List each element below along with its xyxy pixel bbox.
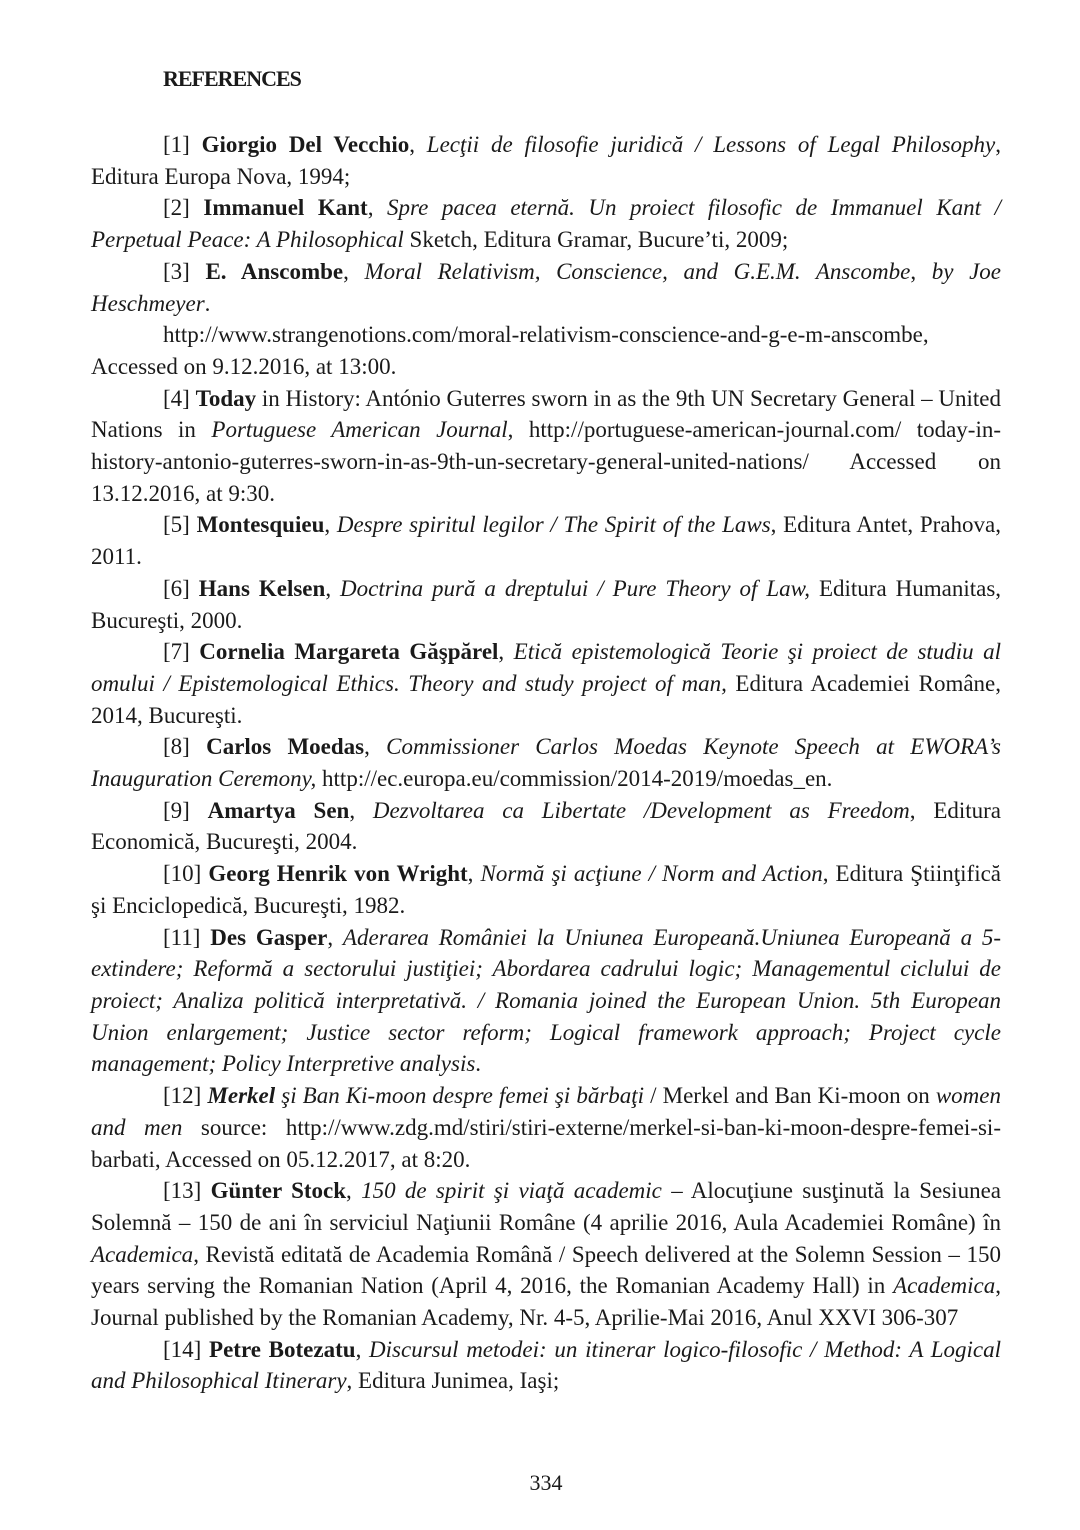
ref-title: Commissioner Carlos Moedas Keynote Speech at EWORA’s Inauguration Ceremony, [91, 734, 1002, 792]
ref-title: Despre spiritul legilor / The Spirit of the Laws [336, 512, 771, 538]
ref-title: Aderarea României la Uniunea Europeană.Uniunea Europeană a 5-extindere; Reformă a sectorului justiţiei; Abordarea cadrului logic; Managementul ciclului de proiect; Analiza politică interpretativă. / Romania joined the European Union. 5th European Union enlargement; Justice sector reform; Logical framework approach; Project cycle management; Policy Interpretive analysis [91, 924, 1002, 1077]
ref-title: Normă şi acţiune / Norm and Action [480, 861, 823, 887]
page-number: 334 [529, 1470, 563, 1495]
ref-number: [4] [163, 385, 190, 411]
ref-number: [9] [163, 797, 190, 823]
document-page [91, 0, 1001, 1530]
ref-number: [7] [163, 639, 190, 665]
reference-11: [11] Des Gasper, Aderarea României la Uniunea Europeană.Uniunea Europeană a 5-extindere; Reformă a sectorului justiţiei; Abordarea cadrului logic; Managementul ciclului de proiect; Analiza politică interpretativă. / Romania joined the European Union. 5th European Union enlargement; Justice sector reform; Logical framework approach; Project cycle management; Policy Interpretive analysis. [91, 924, 1002, 1077]
ref-url: http://www.strangenotions.com/moral-relativism-conscience-and-g-e-m-anscombe, [163, 322, 929, 348]
reference-1: [1] Giorgio Del Vecchio, Lecţii de filosofie juridică / Lessons of Legal Philosophy, Editura Europa Nova, 1994; [91, 132, 1002, 189]
ref-author: Des Gasper [210, 924, 328, 950]
ref-number: [5] [163, 512, 190, 538]
ref-publisher: , Editura Economică, Bucureşti, 2004. [91, 797, 1002, 855]
ref-title-continued: women and men [91, 1083, 1002, 1140]
ref-author: Carlos Moedas [206, 734, 365, 760]
reference-4: [4] Today in History: António Guterres sworn in as the 9th UN Secretary General – United Nations in Portuguese American Journal, http://portuguese-american-journal.com/ today-in-history-antonio-guterres-sworn-in-as-9th-un-secretary-general-united-nations/ Accessed on 13.12.2016, at 9:30. [91, 385, 1002, 506]
references-list [91, 129, 1001, 1397]
ref-author: Amartya Sen [207, 797, 350, 823]
ref-title: Etică epistemologică Teorie şi proiect de studiu al omului / Epistemological Ethics. Theory and study project of man, [91, 639, 1002, 696]
reference-14: [14] Petre Botezatu, Discursul metodei: un itinerar logico-filosofic / Method: A Logical and Philosophical Itinerary, Editura Junimea, Iaşi; [91, 1336, 1002, 1394]
ref-title: Discursul metodei: un itinerar logico-filosofic / Method: A Logical and Philosophical Itinerary [91, 1336, 1002, 1394]
ref-title: şi Ban Ki-moon despre femei şi bărbaţi [275, 1083, 645, 1109]
reference-3-accessed [91, 351, 1001, 383]
reference-3: [3] E. Anscombe, Moral Relativism, Conscience, and G.E.M. Anscombe, by Joe Heschmeyer. [91, 258, 1002, 316]
ref-accessed: Accessed on 9.12.2016, at 13:00. [91, 353, 397, 379]
ref-publisher: , Editura Ştiinţifică şi Enciclopedică, Bucureşti, 1982. [91, 861, 1001, 918]
ref-title: Doctrina pură a dreptului / Pure Theory of Law, [340, 575, 811, 601]
ref-number: [12] [163, 1083, 202, 1109]
ref-title: 150 de spirit şi viaţă academic [361, 1178, 662, 1204]
ref-author: Montesquieu [196, 512, 325, 538]
ref-number: [2] [163, 195, 190, 221]
ref-number: [3] [163, 258, 190, 284]
reference-7: [7] Cornelia Margareta Găşpărel, Etică epistemologică Teorie şi proiect de studiu al omului / Epistemological Ethics. Theory and study project of man, Editura Academiei Române, 2014, Bucureşti. [91, 639, 1002, 728]
ref-author: Merkel [207, 1083, 276, 1109]
ref-byline: by Joe Heschmeyer [91, 258, 1002, 316]
reference-6: [6] Hans Kelsen, Doctrina pură a dreptului / Pure Theory of Law, Editura Humanitas, Bucureşti, 2000. [91, 575, 1002, 633]
ref-number: [8] [163, 734, 190, 760]
reference-3-url [91, 319, 1001, 351]
reference-13: [13] Günter Stock, 150 de spirit şi viaţă academic – Alocuţiune susţinută la Sesiunea Solemnă – 150 de ani în serviciul Naţiunii Române (4 aprilie 2016, Aula Academiei Române) în Academica, Revistă editată de Academia Română / Speech delivered at the Solemn Session – 150 years serving the Romanian Nation (April 4, 2016, the Romanian Academy Hall) in Academica, Journal published by the Romanian Academy, Nr. 4-5, Aprilie-Mai 2016, Anul XXVI 306-307 [91, 1178, 1001, 1331]
ref-author: Today [195, 385, 257, 411]
ref-publisher: , Journal published by the Romanian Academy, Nr. 4-5, Aprilie-Mai 2016, Anul XXVI 306-307 [91, 1273, 1001, 1331]
ref-title: Spre pacea eternă. Un proiect filosofic de Immanuel Kant / Perpetual Peace: A Philosophical [91, 195, 1001, 253]
ref-publisher: http://ec.europa.eu/commission/2014-2019/moedas_en. [316, 766, 833, 792]
ref-publisher: , Editura Antet, Prahova, 2011. [91, 512, 1001, 570]
ref-title: Dezvoltarea ca Libertate /Development as Freedom [372, 797, 910, 823]
ref-publisher: Editura Academiei Române, 2014, Bucureşti. [91, 670, 1001, 728]
ref-title: Portuguese American Journal [211, 417, 508, 443]
ref-number: [13] [163, 1178, 202, 1204]
ref-author: Giorgio Del Vecchio [201, 132, 410, 157]
ref-publisher: , Editura Junimea, Iaşi; [346, 1368, 560, 1394]
ref-journal: Academica [91, 1241, 194, 1267]
ref-journal-en: Academica [893, 1273, 996, 1299]
ref-author: Immanuel Kant [203, 195, 368, 221]
reference-9: [9] Amartya Sen, Dezvoltarea ca Libertate /Development as Freedom, Editura Economică, Bucureşti, 2004. [91, 797, 1002, 855]
ref-title: Moral Relativism, Conscience, and G.E.M. Anscombe [364, 258, 911, 284]
ref-source: source: http://www.zdg.md/stiri/stiri-externe/merkel-si-ban-ki-moon-despre-femei-si-barbati, Accessed on 05.12.2017, at 8:20. [91, 1114, 1001, 1172]
reference-10: [10] Georg Henrik von Wright, Normă şi acţiune / Norm and Action, Editura Ştiinţifică şi Enciclopedică, Bucureşti, 1982. [91, 861, 1001, 918]
ref-publisher: Sketch, Editura Gramar, Bucure’ti, 2009; [403, 227, 789, 253]
ref-author: Günter Stock [210, 1178, 347, 1204]
reference-5: [5] Montesquieu, Despre spiritul legilor / The Spirit of the Laws, Editura Antet, Prahova, 2011. [91, 512, 1001, 570]
reference-2: [2] Immanuel Kant, Spre pacea eternă. Un proiect filosofic de Immanuel Kant / Perpetual Peace: A Philosophical Sketch, Editura Gramar, Bucure’ti, 2009; [91, 195, 1001, 253]
reference-12: [12] Merkel şi Ban Ki-moon despre femei şi bărbaţi / Merkel and Ban Ki-moon on women and men source: http://www.zdg.md/stiri/stiri-externe/merkel-si-ban-ki-moon-despre-femei-si-barbati, Accessed on 05.12.2017, at 8:20. [91, 1083, 1002, 1172]
reference-8: [8] Carlos Moedas, Commissioner Carlos Moedas Keynote Speech at EWORA’s Inauguration Ceremony, http://ec.europa.eu/commission/2014-2019/moedas_en. [91, 734, 1002, 792]
ref-author: Hans Kelsen [198, 575, 326, 601]
ref-author: Petre Botezatu [209, 1336, 356, 1362]
ref-publisher: , Editura Europa Nova, 1994; [91, 132, 1002, 189]
ref-number: [11] [163, 924, 201, 950]
references-heading: REFERENCES [163, 66, 301, 91]
ref-author: Cornelia Margareta Găşpărel [199, 639, 499, 665]
ref-author: Georg Henrik von Wright [208, 861, 468, 887]
ref-author: E. Anscombe [205, 258, 344, 284]
ref-number: [10] [163, 861, 202, 887]
ref-number: [1] [163, 132, 190, 157]
ref-title: Lecţii de filosofie juridică / Lessons of Legal Philosophy [426, 132, 996, 157]
ref-publisher: , http://portuguese-american-journal.com/ today-in-history-antonio-guterres-sworn-in-as-9th-un-secretary-general-united-nations/ Accessed on 13.12.2016, at 9:30. [91, 417, 1002, 506]
ref-publisher: Editura Humanitas, Bucureşti, 2000. [91, 575, 1002, 633]
ref-number: [6] [163, 575, 190, 601]
ref-number: [14] [163, 1336, 202, 1362]
